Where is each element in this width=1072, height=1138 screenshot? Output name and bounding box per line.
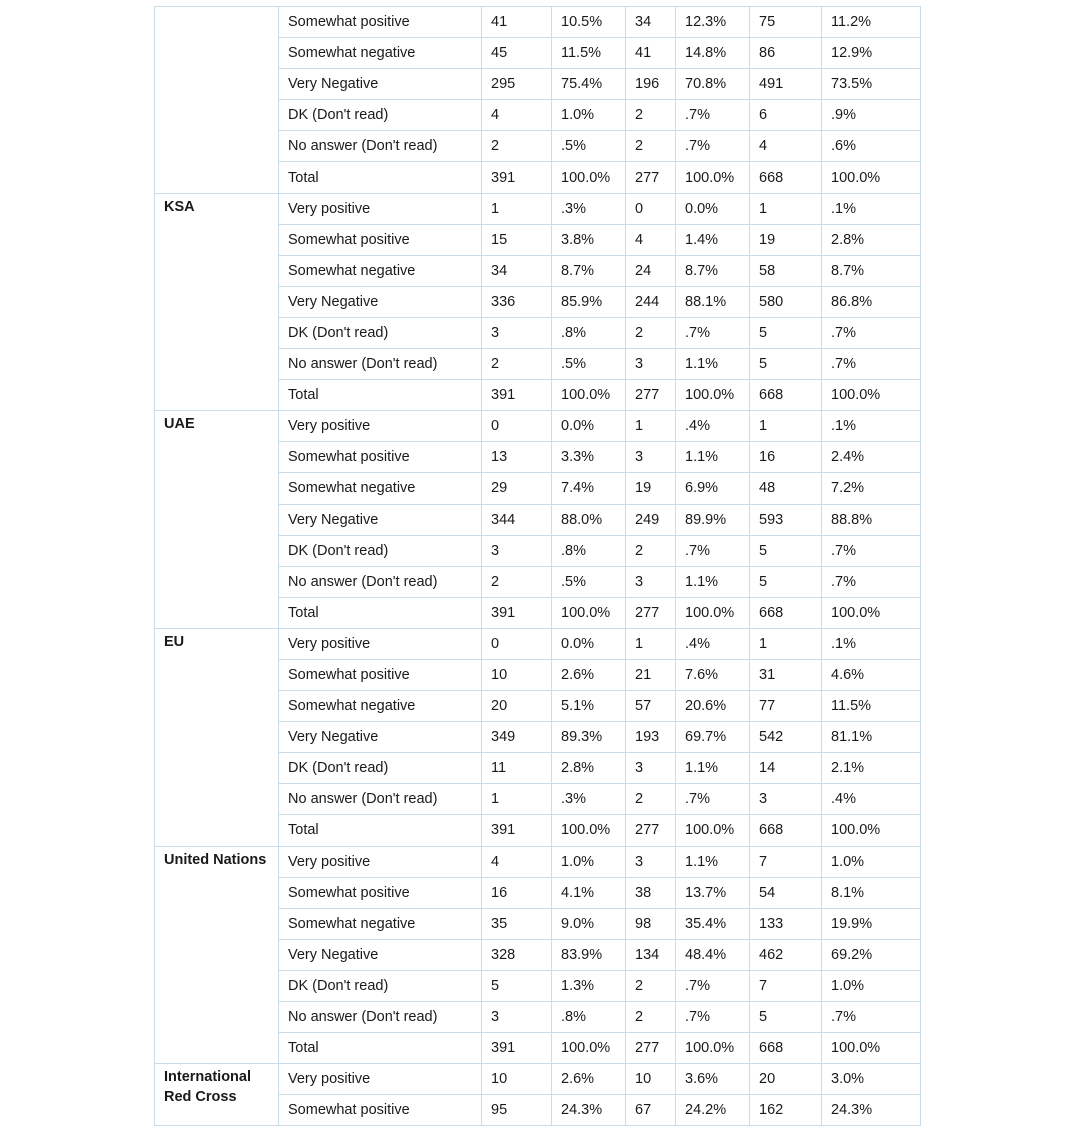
value-cell: 277 — [626, 597, 676, 628]
response-label: Very positive — [279, 193, 482, 224]
value-cell: 81.1% — [822, 722, 921, 753]
value-cell: .3% — [552, 784, 626, 815]
value-cell: 668 — [750, 815, 822, 846]
value-cell: 35 — [482, 908, 552, 939]
value-cell: 21 — [626, 659, 676, 690]
response-label: Somewhat negative — [279, 691, 482, 722]
value-cell: 134 — [626, 939, 676, 970]
value-cell: .7% — [676, 535, 750, 566]
value-cell: 3.0% — [822, 1064, 921, 1095]
value-cell: 100.0% — [822, 162, 921, 193]
value-cell: 277 — [626, 162, 676, 193]
value-cell: 1.0% — [552, 846, 626, 877]
value-cell: 3 — [626, 753, 676, 784]
value-cell: 19 — [626, 473, 676, 504]
value-cell: 100.0% — [552, 815, 626, 846]
group-label: United Nations — [155, 846, 279, 1064]
value-cell: .4% — [822, 784, 921, 815]
table-body — [155, 7, 921, 1126]
value-cell: 3 — [482, 1002, 552, 1033]
value-cell: 542 — [750, 722, 822, 753]
value-cell: 14 — [750, 753, 822, 784]
value-cell: 13 — [482, 442, 552, 473]
response-label: DK (Don't read) — [279, 100, 482, 131]
value-cell: 6 — [750, 100, 822, 131]
value-cell: .7% — [676, 100, 750, 131]
value-cell: 14.8% — [676, 38, 750, 69]
value-cell: .7% — [676, 317, 750, 348]
value-cell: 7 — [750, 970, 822, 1001]
value-cell: 668 — [750, 380, 822, 411]
value-cell: 24.3% — [552, 1095, 626, 1126]
value-cell: 29 — [482, 473, 552, 504]
value-cell: 668 — [750, 597, 822, 628]
value-cell: 34 — [482, 255, 552, 286]
value-cell: 0.0% — [552, 411, 626, 442]
value-cell: 89.9% — [676, 504, 750, 535]
response-label: Very Negative — [279, 69, 482, 100]
value-cell: 1.0% — [822, 970, 921, 1001]
value-cell: 20 — [482, 691, 552, 722]
value-cell: 4 — [626, 224, 676, 255]
response-label: Somewhat positive — [279, 7, 482, 38]
value-cell: 11 — [482, 753, 552, 784]
value-cell: 7.4% — [552, 473, 626, 504]
value-cell: 10 — [482, 1064, 552, 1095]
value-cell: 88.1% — [676, 286, 750, 317]
value-cell: 1.1% — [676, 753, 750, 784]
value-cell: 162 — [750, 1095, 822, 1126]
value-cell: 1.0% — [822, 846, 921, 877]
value-cell: 20 — [750, 1064, 822, 1095]
value-cell: 4.1% — [552, 877, 626, 908]
value-cell: 83.9% — [552, 939, 626, 970]
value-cell: 1 — [482, 193, 552, 224]
value-cell: 57 — [626, 691, 676, 722]
table-row — [155, 7, 921, 38]
value-cell: 3 — [626, 566, 676, 597]
value-cell: 9.0% — [552, 908, 626, 939]
value-cell: 3.6% — [676, 1064, 750, 1095]
value-cell: 69.7% — [676, 722, 750, 753]
value-cell: 88.0% — [552, 504, 626, 535]
value-cell: 668 — [750, 162, 822, 193]
value-cell: .6% — [822, 131, 921, 162]
value-cell: 2 — [626, 1002, 676, 1033]
value-cell: 1 — [626, 628, 676, 659]
value-cell: 391 — [482, 815, 552, 846]
value-cell: 100.0% — [822, 597, 921, 628]
response-label: Total — [279, 815, 482, 846]
value-cell: 2.6% — [552, 659, 626, 690]
value-cell: 100.0% — [822, 1033, 921, 1064]
value-cell: 58 — [750, 255, 822, 286]
response-label: Very Negative — [279, 722, 482, 753]
value-cell: 100.0% — [822, 815, 921, 846]
response-label: DK (Don't read) — [279, 753, 482, 784]
table-row — [155, 846, 921, 877]
value-cell: 3 — [482, 317, 552, 348]
value-cell: .1% — [822, 628, 921, 659]
value-cell: 16 — [750, 442, 822, 473]
value-cell: 2.6% — [552, 1064, 626, 1095]
value-cell: .9% — [822, 100, 921, 131]
table-row — [155, 628, 921, 659]
value-cell: 100.0% — [552, 597, 626, 628]
value-cell: 100.0% — [552, 1033, 626, 1064]
value-cell: .7% — [676, 784, 750, 815]
value-cell: 1 — [750, 193, 822, 224]
value-cell: 0 — [482, 411, 552, 442]
value-cell: 41 — [482, 7, 552, 38]
value-cell: 277 — [626, 815, 676, 846]
value-cell: 3.3% — [552, 442, 626, 473]
value-cell: .7% — [822, 535, 921, 566]
value-cell: 5 — [750, 535, 822, 566]
value-cell: 249 — [626, 504, 676, 535]
response-label: DK (Don't read) — [279, 535, 482, 566]
value-cell: 196 — [626, 69, 676, 100]
value-cell: 2 — [626, 317, 676, 348]
response-label: No answer (Don't read) — [279, 1002, 482, 1033]
value-cell: 193 — [626, 722, 676, 753]
value-cell: 668 — [750, 1033, 822, 1064]
value-cell: 95 — [482, 1095, 552, 1126]
value-cell: 2 — [482, 566, 552, 597]
value-cell: .7% — [676, 131, 750, 162]
response-label: Very positive — [279, 846, 482, 877]
value-cell: 67 — [626, 1095, 676, 1126]
response-label: Somewhat positive — [279, 877, 482, 908]
value-cell: 2.1% — [822, 753, 921, 784]
value-cell: 73.5% — [822, 69, 921, 100]
value-cell: 100.0% — [676, 597, 750, 628]
response-label: Somewhat negative — [279, 473, 482, 504]
value-cell: 1.3% — [552, 970, 626, 1001]
response-label: No answer (Don't read) — [279, 349, 482, 380]
value-cell: 277 — [626, 380, 676, 411]
value-cell: 5 — [482, 970, 552, 1001]
response-label: Somewhat positive — [279, 1095, 482, 1126]
value-cell: 54 — [750, 877, 822, 908]
value-cell: 2 — [626, 131, 676, 162]
value-cell: 11.2% — [822, 7, 921, 38]
value-cell: 12.3% — [676, 7, 750, 38]
response-label: No answer (Don't read) — [279, 131, 482, 162]
value-cell: 100.0% — [552, 380, 626, 411]
group-label: KSA — [155, 193, 279, 411]
response-label: Total — [279, 597, 482, 628]
response-label: Somewhat negative — [279, 908, 482, 939]
value-cell: 100.0% — [822, 380, 921, 411]
value-cell: 12.9% — [822, 38, 921, 69]
value-cell: 0.0% — [552, 628, 626, 659]
value-cell: 20.6% — [676, 691, 750, 722]
value-cell: 2 — [626, 970, 676, 1001]
value-cell: 1.0% — [552, 100, 626, 131]
value-cell: 24.2% — [676, 1095, 750, 1126]
value-cell: 2 — [482, 131, 552, 162]
response-label: Very positive — [279, 411, 482, 442]
value-cell: 7.6% — [676, 659, 750, 690]
value-cell: 85.9% — [552, 286, 626, 317]
response-label: Somewhat negative — [279, 255, 482, 286]
value-cell: 8.1% — [822, 877, 921, 908]
response-label: Somewhat positive — [279, 442, 482, 473]
response-label: Very positive — [279, 1064, 482, 1095]
value-cell: 4.6% — [822, 659, 921, 690]
value-cell: 6.9% — [676, 473, 750, 504]
group-label: UAE — [155, 411, 279, 629]
value-cell: 0 — [482, 628, 552, 659]
value-cell: .8% — [552, 1002, 626, 1033]
value-cell: 1 — [482, 784, 552, 815]
response-label: Total — [279, 1033, 482, 1064]
value-cell: 391 — [482, 1033, 552, 1064]
value-cell: 0 — [626, 193, 676, 224]
value-cell: 5 — [750, 349, 822, 380]
value-cell: 16 — [482, 877, 552, 908]
value-cell: 391 — [482, 162, 552, 193]
value-cell: 100.0% — [552, 162, 626, 193]
value-cell: .5% — [552, 349, 626, 380]
value-cell: 462 — [750, 939, 822, 970]
response-label: Somewhat negative — [279, 38, 482, 69]
value-cell: .1% — [822, 411, 921, 442]
survey-results-table — [154, 6, 921, 1126]
value-cell: 391 — [482, 597, 552, 628]
value-cell: 38 — [626, 877, 676, 908]
value-cell: 593 — [750, 504, 822, 535]
value-cell: 2 — [626, 784, 676, 815]
value-cell: 277 — [626, 1033, 676, 1064]
value-cell: 100.0% — [676, 1033, 750, 1064]
value-cell: 10.5% — [552, 7, 626, 38]
value-cell: 3 — [482, 535, 552, 566]
value-cell: 31 — [750, 659, 822, 690]
value-cell: 5.1% — [552, 691, 626, 722]
value-cell: 86.8% — [822, 286, 921, 317]
value-cell: 75.4% — [552, 69, 626, 100]
value-cell: .7% — [822, 317, 921, 348]
value-cell: 133 — [750, 908, 822, 939]
value-cell: 100.0% — [676, 380, 750, 411]
response-label: Very Negative — [279, 286, 482, 317]
value-cell: 3 — [626, 846, 676, 877]
value-cell: 45 — [482, 38, 552, 69]
response-label: Total — [279, 380, 482, 411]
value-cell: .7% — [822, 566, 921, 597]
value-cell: .5% — [552, 566, 626, 597]
value-cell: 89.3% — [552, 722, 626, 753]
value-cell: .5% — [552, 131, 626, 162]
value-cell: 8.7% — [676, 255, 750, 286]
value-cell: 3 — [750, 784, 822, 815]
value-cell: 391 — [482, 380, 552, 411]
value-cell: 491 — [750, 69, 822, 100]
value-cell: .7% — [676, 1002, 750, 1033]
value-cell: 580 — [750, 286, 822, 317]
value-cell: 11.5% — [822, 691, 921, 722]
value-cell: 70.8% — [676, 69, 750, 100]
response-label: Very Negative — [279, 939, 482, 970]
value-cell: 19 — [750, 224, 822, 255]
value-cell: .7% — [676, 970, 750, 1001]
value-cell: 336 — [482, 286, 552, 317]
value-cell: 3 — [626, 442, 676, 473]
response-label: Very positive — [279, 628, 482, 659]
value-cell: .7% — [822, 1002, 921, 1033]
value-cell: 24 — [626, 255, 676, 286]
value-cell: 1 — [626, 411, 676, 442]
response-label: Total — [279, 162, 482, 193]
value-cell: 2.8% — [552, 753, 626, 784]
value-cell: .8% — [552, 535, 626, 566]
table-row — [155, 411, 921, 442]
value-cell: 19.9% — [822, 908, 921, 939]
value-cell: 69.2% — [822, 939, 921, 970]
response-label: No answer (Don't read) — [279, 566, 482, 597]
value-cell: .4% — [676, 628, 750, 659]
value-cell: 244 — [626, 286, 676, 317]
value-cell: 4 — [750, 131, 822, 162]
group-label: EU — [155, 628, 279, 846]
value-cell: 88.8% — [822, 504, 921, 535]
response-label: Somewhat positive — [279, 224, 482, 255]
value-cell: 13.7% — [676, 877, 750, 908]
table-row — [155, 1064, 921, 1095]
table-row — [155, 193, 921, 224]
value-cell: 48 — [750, 473, 822, 504]
value-cell: 344 — [482, 504, 552, 535]
value-cell: 24.3% — [822, 1095, 921, 1126]
value-cell: 1.1% — [676, 349, 750, 380]
value-cell: .1% — [822, 193, 921, 224]
value-cell: 10 — [482, 659, 552, 690]
value-cell: 2 — [626, 100, 676, 131]
value-cell: 7 — [750, 846, 822, 877]
value-cell: .3% — [552, 193, 626, 224]
value-cell: 34 — [626, 7, 676, 38]
value-cell: 2 — [482, 349, 552, 380]
value-cell: 1 — [750, 411, 822, 442]
value-cell: 35.4% — [676, 908, 750, 939]
response-label: Somewhat positive — [279, 659, 482, 690]
value-cell: 100.0% — [676, 815, 750, 846]
value-cell: 2 — [626, 535, 676, 566]
response-label: DK (Don't read) — [279, 317, 482, 348]
value-cell: 15 — [482, 224, 552, 255]
value-cell: 86 — [750, 38, 822, 69]
value-cell: 98 — [626, 908, 676, 939]
value-cell: .4% — [676, 411, 750, 442]
value-cell: 100.0% — [676, 162, 750, 193]
value-cell: 4 — [482, 846, 552, 877]
value-cell: 3 — [626, 349, 676, 380]
group-label — [155, 7, 279, 194]
value-cell: 2.4% — [822, 442, 921, 473]
value-cell: 3.8% — [552, 224, 626, 255]
value-cell: 5 — [750, 566, 822, 597]
value-cell: 2.8% — [822, 224, 921, 255]
value-cell: 10 — [626, 1064, 676, 1095]
group-label: International Red Cross — [155, 1064, 279, 1126]
value-cell: 1.4% — [676, 224, 750, 255]
value-cell: 8.7% — [822, 255, 921, 286]
value-cell: 0.0% — [676, 193, 750, 224]
response-label: Very Negative — [279, 504, 482, 535]
value-cell: 41 — [626, 38, 676, 69]
response-label: DK (Don't read) — [279, 970, 482, 1001]
value-cell: 8.7% — [552, 255, 626, 286]
value-cell: 77 — [750, 691, 822, 722]
value-cell: 328 — [482, 939, 552, 970]
value-cell: 7.2% — [822, 473, 921, 504]
value-cell: 5 — [750, 317, 822, 348]
value-cell: 48.4% — [676, 939, 750, 970]
value-cell: 295 — [482, 69, 552, 100]
response-label: No answer (Don't read) — [279, 784, 482, 815]
value-cell: .8% — [552, 317, 626, 348]
value-cell: 1 — [750, 628, 822, 659]
value-cell: 75 — [750, 7, 822, 38]
value-cell: 11.5% — [552, 38, 626, 69]
value-cell: 4 — [482, 100, 552, 131]
value-cell: 1.1% — [676, 442, 750, 473]
value-cell: 349 — [482, 722, 552, 753]
value-cell: 1.1% — [676, 566, 750, 597]
value-cell: 1.1% — [676, 846, 750, 877]
value-cell: .7% — [822, 349, 921, 380]
value-cell: 5 — [750, 1002, 822, 1033]
